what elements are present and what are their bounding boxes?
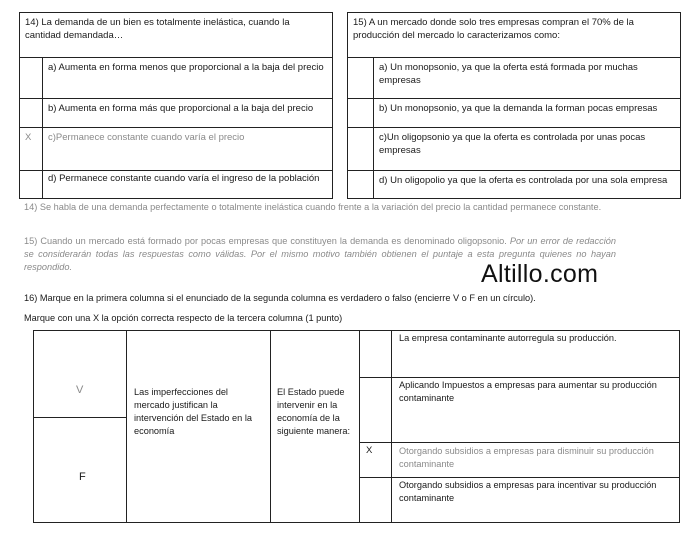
q14-option-a-text: a) Aumenta en forma menos que proporcional a la baja del precio <box>48 62 324 73</box>
q15-option-d-text: d) Un oligopolio ya que la oferta es controlada por una sola empresa <box>379 175 668 186</box>
q15-option-c <box>373 127 681 171</box>
q16-true-option[interactable]: V <box>76 384 84 396</box>
q15-option-b <box>373 98 681 128</box>
q16-instruction-2: Marque con una X la opción correcta respecto de la tercera columna (1 punto) <box>24 313 343 323</box>
q14-mark-a[interactable] <box>19 57 43 99</box>
q15-option-a <box>373 57 681 99</box>
q15-mark-c[interactable] <box>347 127 374 171</box>
q15-option-a-text: a) Un monopsonio, ya que la oferta está formada por muchas empresas <box>379 62 638 86</box>
q16-vf-divider <box>33 417 127 418</box>
q16-instruction-1: 16) Marque en la primera columna si el enunciado de la segunda columna es verdadero o falso (encierre V o F en un círculo). <box>24 293 536 303</box>
explanation-15-normal: 15) Cuando un mercado está formado por pocas empresas que constituyen la demanda es denominado oligopsonio. <box>24 236 507 246</box>
q16-option-2: Aplicando Impuestos a empresas para aumentar su producción contaminante <box>399 380 657 403</box>
q14-option-b-text: b) Aumenta en forma más que proporcional a la baja del precio <box>48 103 314 114</box>
explanation-14: 14) Se habla de una demanda perfectamente o totalmente inelástica cuando frente a la variación del precio la cantidad permanece constante. <box>24 202 602 212</box>
explanation-15-italic: Por un error de redacción se considerarán todas las respuestas como válidas. Por el mismo motivo también obtienen el puntaje a esta pregunta quienes no hayan respondido. <box>24 236 616 272</box>
q16-col-divider-1 <box>126 330 127 523</box>
q16-option-3: Otorgando subsidios a empresas para disminuir su producción contaminante <box>399 446 654 469</box>
q14-mark-c[interactable] <box>19 127 43 171</box>
q14-mark-d[interactable] <box>19 170 43 199</box>
q16-row-divider-2 <box>359 442 680 443</box>
q14-option-b <box>42 98 333 128</box>
q16-col-divider-2 <box>270 330 271 523</box>
q15-question-text: 15) A un mercado donde solo tres empresas compran el 70% de la producción del mercado lo caracterizamos como: <box>353 17 634 41</box>
brand-logo: Altillo.com <box>481 260 599 288</box>
q16-mark-3[interactable]: X <box>366 445 373 456</box>
q16-row-divider-1 <box>359 377 680 378</box>
q15-question <box>347 12 681 58</box>
q16-statement: Las imperfecciones del mercado justifican la intervención del Estado en la economía <box>134 387 252 436</box>
q14-question-text: 14) La demanda de un bien es totalmente inelástica, cuando la cantidad demandada… <box>25 17 290 41</box>
q15-mark-d[interactable] <box>347 170 374 199</box>
q15-option-c-text: c)Un oligopsonio ya que la oferta es controlada por unas pocas empresas <box>379 132 646 156</box>
q16-row-divider-3 <box>359 477 680 478</box>
q14-mark-b[interactable] <box>19 98 43 128</box>
q14-option-d <box>42 170 333 199</box>
q16-col-divider-3 <box>359 330 360 523</box>
q14-option-a <box>42 57 333 99</box>
q16-col-divider-4 <box>391 330 392 523</box>
q16-option-1: La empresa contaminante autorregula su producción. <box>399 333 617 343</box>
q16-middle-text: El Estado puede intervenir en la economía de la siguiente manera: <box>277 387 351 436</box>
q14-option-d-text: d) Permanece constante cuando varía el ingreso de la población <box>48 173 320 184</box>
q15-mark-b[interactable] <box>347 98 374 128</box>
q14-option-c-text: c)Permanece constante cuando varía el precio <box>48 132 245 143</box>
q14-option-c <box>42 127 333 171</box>
q15-option-b-text: b) Un monopsonio, ya que la demanda la forman pocas empresas <box>379 103 658 114</box>
q15-mark-a[interactable] <box>347 57 374 99</box>
q14-question <box>19 12 333 58</box>
q15-option-d <box>373 170 681 199</box>
q16-option-4: Otorgando subsidios a empresas para incentivar su producción contaminante <box>399 480 657 503</box>
q16-false-option[interactable]: F <box>79 471 86 483</box>
q14-selected-mark: X <box>25 132 32 143</box>
